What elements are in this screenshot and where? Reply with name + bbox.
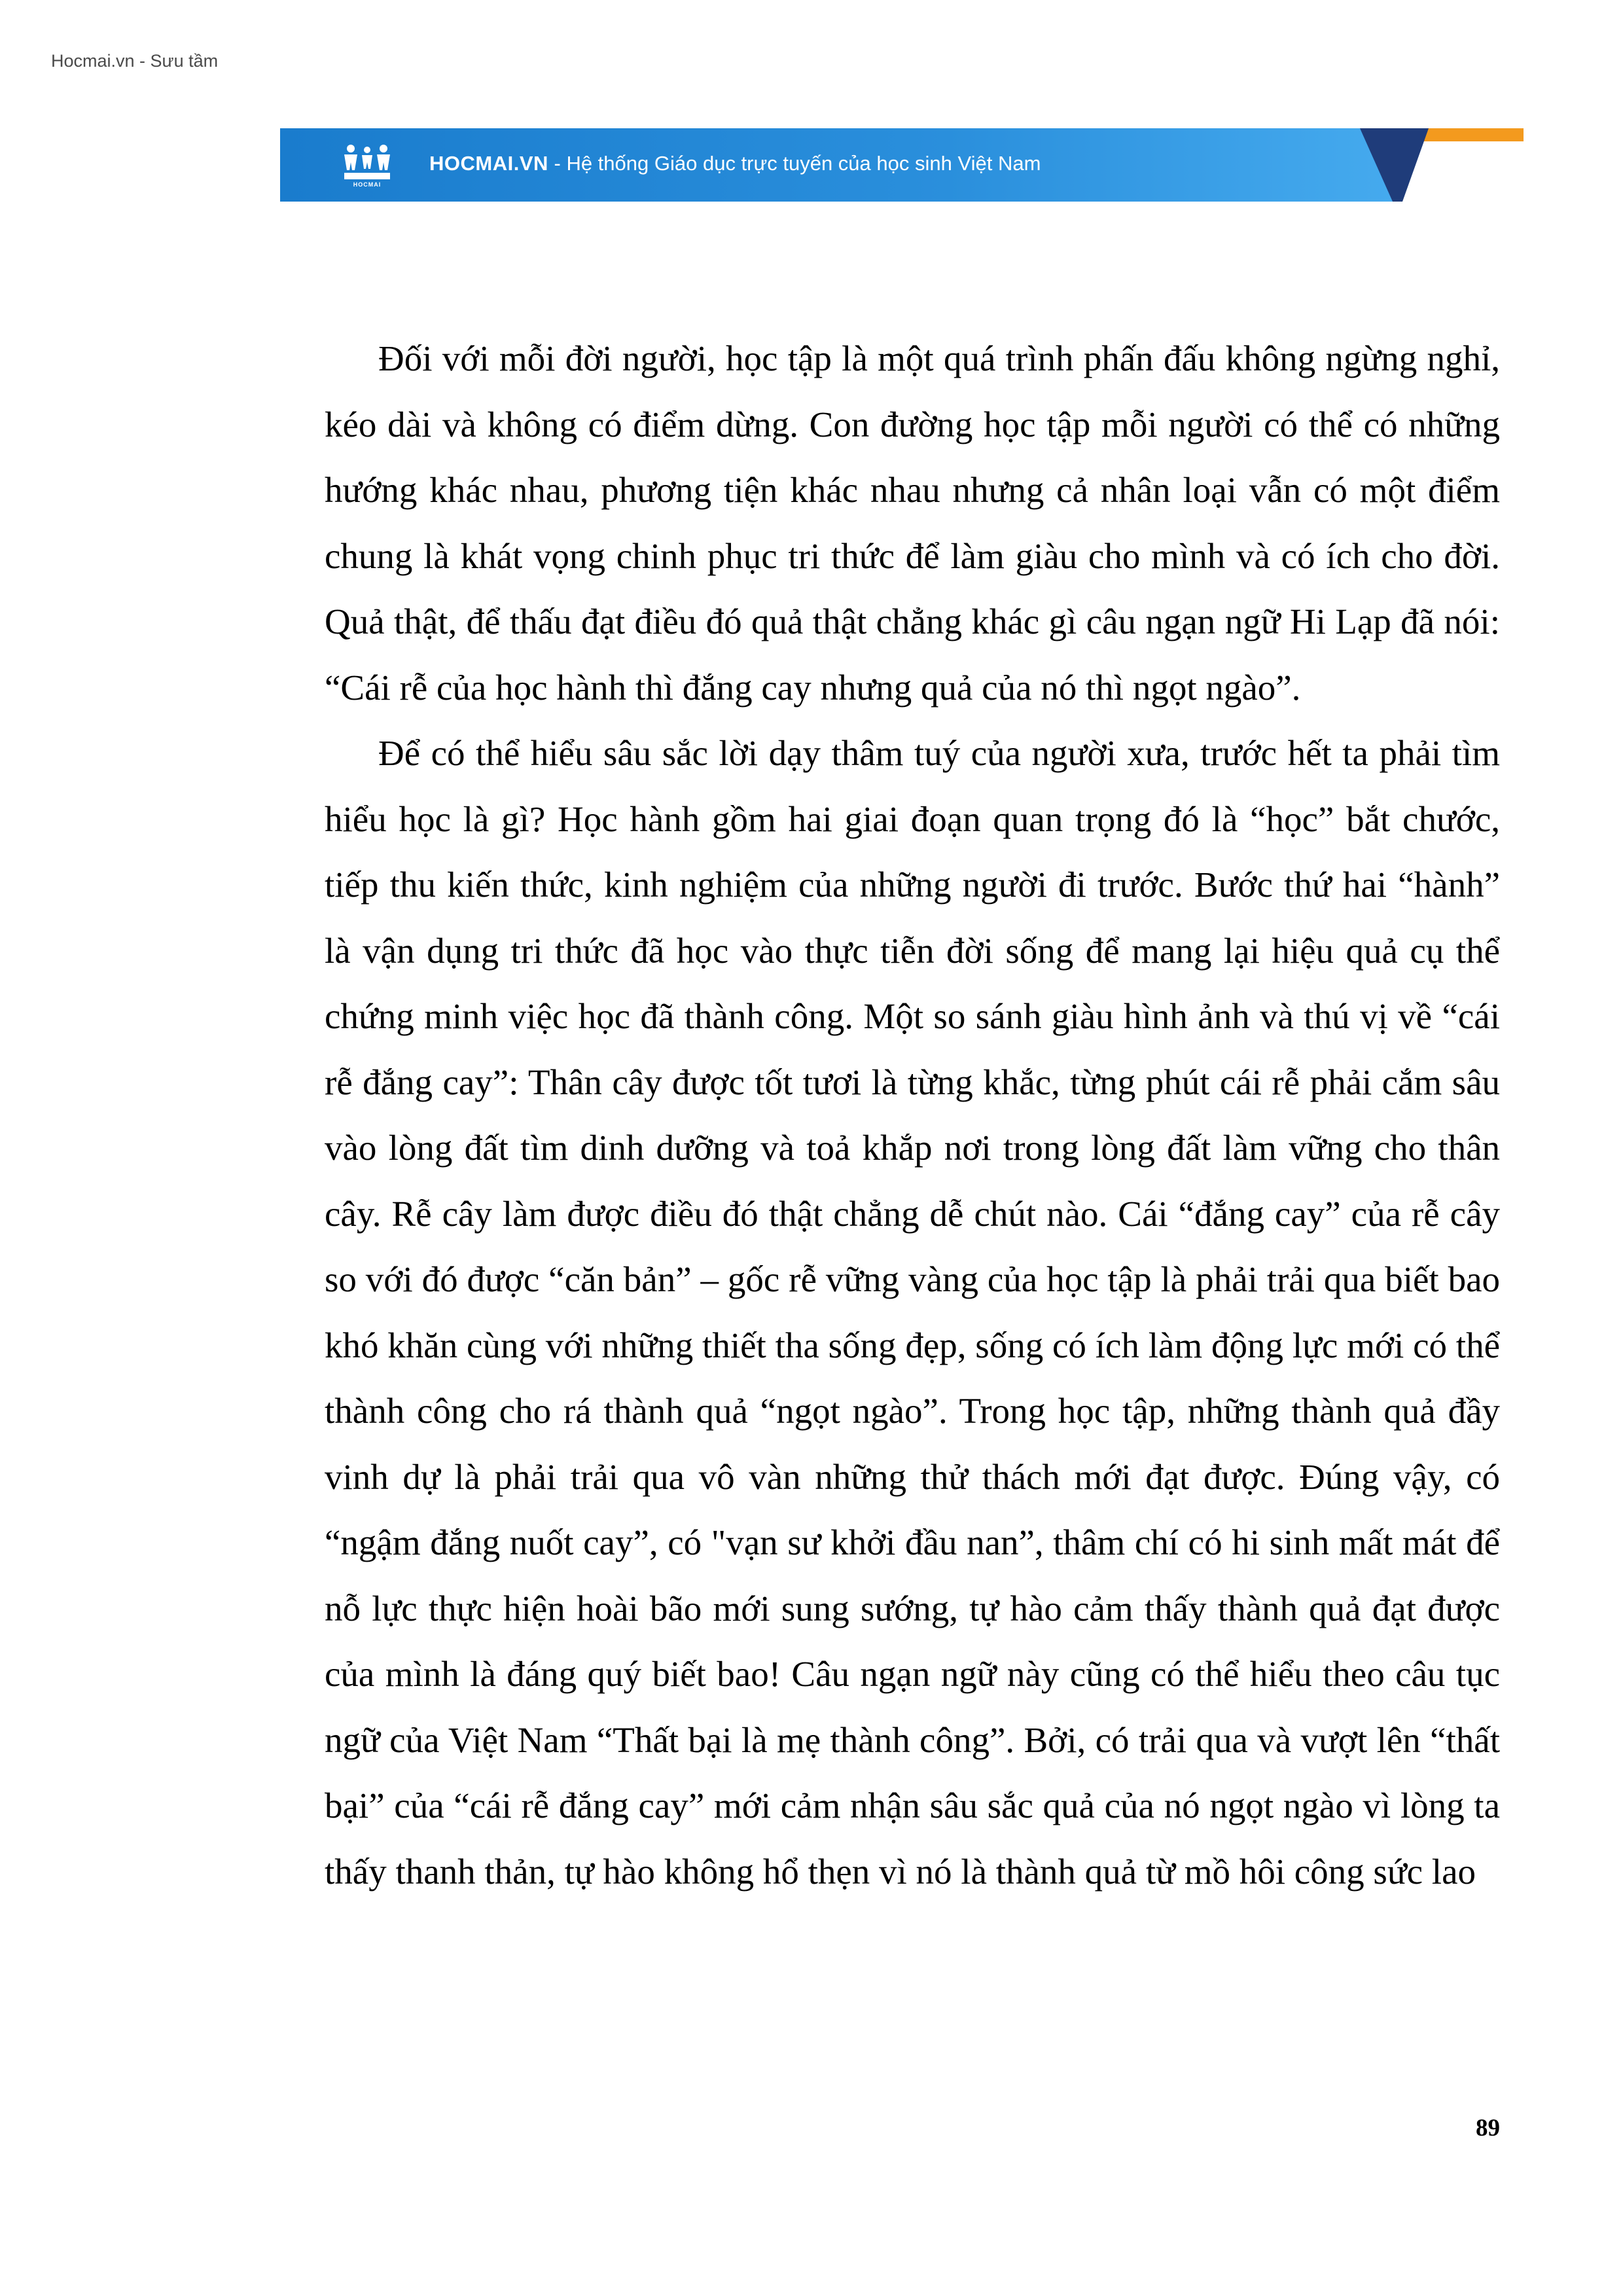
brand-tagline: - Hệ thống Giáo dục trực tuyến của học sinh Việt Nam	[548, 152, 1041, 175]
hocmai-logo	[342, 143, 393, 190]
header-banner	[280, 128, 1524, 202]
paragraph: Đối với mỗi đời người, học tập là một quá trình phấn đấu không ngừng nghỉ, kéo dài và không có điểm dừng. Con đường học tập mỗi người có thể có những hướng khác nhau, phương tiện khác nhau nhưng cả nhân loại vẫn có một điểm chung là khát vọng chinh phục tri thức để làm giàu cho mình và có ích cho đời. Quả thật, để thấu đạt điều đó quả thật chẳng khác gì câu ngạn ngữ Hi Lạp đã nói: “Cái rễ của học hành thì đắng cay nhưng quả của nó thì ngọt ngào”.	[325, 338, 1500, 708]
paragraph: Để có thể hiểu sâu sắc lời dạy thâm tuý của người xưa, trước hết ta phải tìm hiểu học là gì? Học hành gồm hai giai đoạn quan trọng đó là “học” bắt chước, tiếp thu kiến thức, kinh nghiệm của những người đi trước. Bước thứ hai “hành” là vận dụng tri thức đã học vào thực tiễn đời sống để mang lại hiệu quả cụ thể chứng minh việc học đã thành công. Một so sánh giàu hình ảnh và thú vị về “cái rễ đắng cay”: Thân cây được tốt tươi là từng khắc, từng phút cái rễ phải cắm sâu vào lòng đất tìm dinh dưỡng và toả khắp nơi trong lòng đất làm vững cho thân cây. Rễ cây làm được điều đó thật chẳng dễ chút nào. Cái “đắng cay” của rễ cây so với đó được “căn bản” – gốc rễ vững vàng của học tập là phải trải qua biết bao khó khăn cùng với những thiết tha sống đẹp, sống có ích làm động lực mới có thể thành công cho rá thành quả “ngọt ngào”. Trong học tập, những thành quả đầy vinh dự là phải trải qua vô vàn những thử thách mới đạt được. Đúng vậy, có “ngậm đắng nuốt cay”, có "vạn sư khởi đầu nan”, thâm chí có hi sinh mất mát để nỗ lực thực hiện hoài bão mới sung sướng, tự hào cảm thấy thành quả đạt được của mình là đáng quý biết bao! Câu ngạn ngữ này cũng có thể hiểu theo câu tục ngữ của Việt Nam “Thất bại là mẹ thành công”. Bởi, có trải qua và vượt lên “thất bại” của “cái rễ đắng cay” mới cảm nhận sâu sắc quả của nó ngọt ngào vì lòng ta thấy thanh thản, tự hào không hổ thẹn vì nó là thành quả từ mồ hôi công sức lao	[325, 733, 1500, 1892]
logo-caption: HOCMAI	[353, 181, 382, 188]
essay-body	[325, 326, 1500, 1905]
brand-name: HOCMAI.VN	[429, 152, 548, 175]
banner-title	[429, 152, 1041, 175]
page-number: 89	[1476, 2115, 1500, 2142]
source-note: Hocmai.vn - Sưu tầm	[51, 51, 219, 71]
people-logo-icon	[342, 143, 393, 182]
